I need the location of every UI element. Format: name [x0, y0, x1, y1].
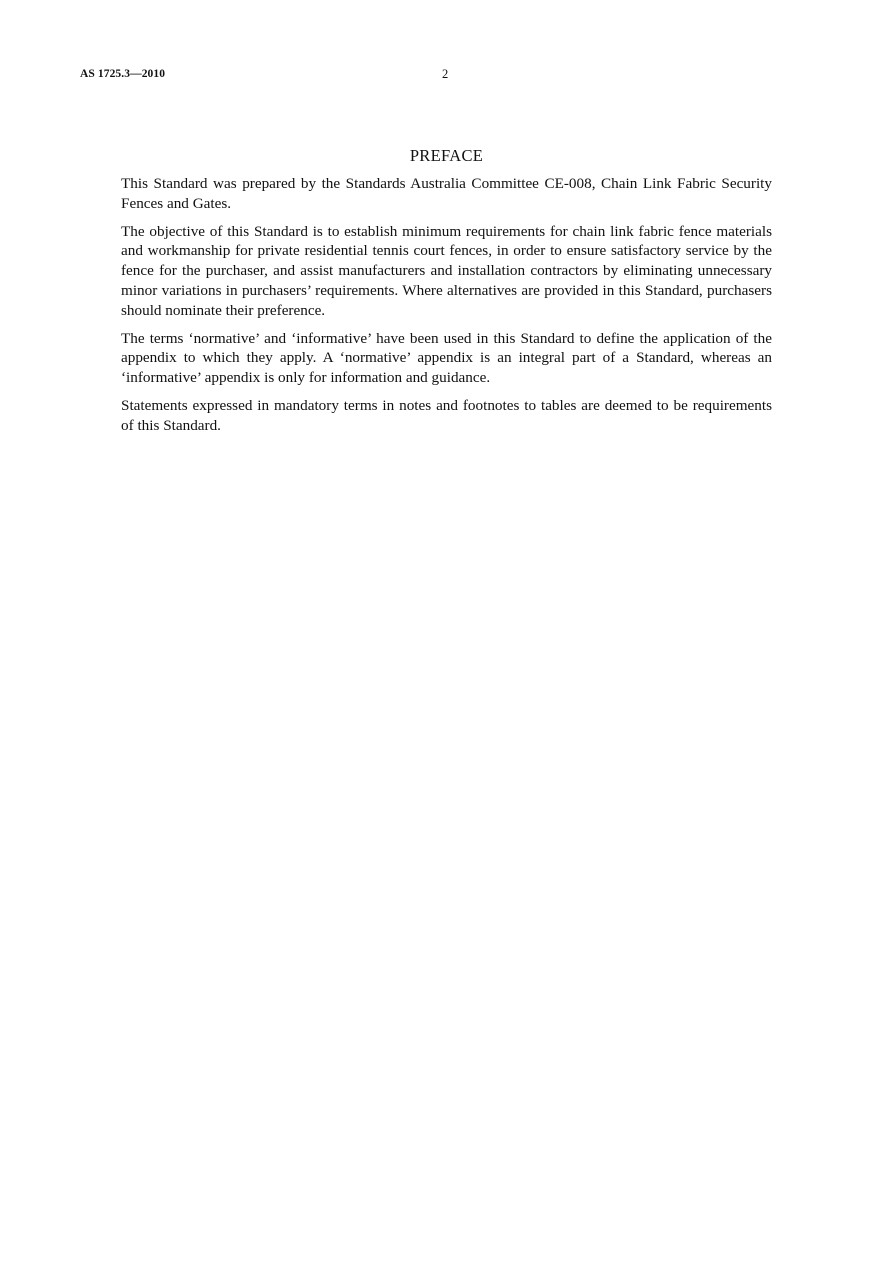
page-number: 2: [442, 67, 449, 81]
standard-number: AS 1725.3—2010: [80, 68, 166, 80]
preface-paragraph-1: This Standard was prepared by the Standards Australia Committee CE-008, Chain Link Fabric Security Fences and Gates.: [121, 175, 772, 212]
preface-paragraph-3: The terms ‘normative’ and ‘informative’ have been used in this Standard to define the application of the appendix to which they apply. A ‘normative’ appendix is an integral part of a Standard, whereas an ‘informative’ appendix is only for information and guidance.: [121, 329, 772, 387]
preface-paragraph-4: Statements expressed in mandatory terms in notes and footnotes to tables are deemed to be requirements of this Standard.: [121, 396, 772, 434]
preface-title: PREFACE: [409, 146, 484, 165]
preface-section: [121, 146, 772, 444]
preface-paragraph-2: The objective of this Standard is to establish minimum requirements for chain link fabric fence materials and workmanship for private residential tennis court fences, in order to ensure satisfactory service by the fence for the purchaser, and assist manufacturers and installation contractors by eliminating unnecessary minor variations in purchasers’ requirements. Where alternatives are provided in this Standard, purchasers should nominate their preference.: [121, 222, 772, 319]
